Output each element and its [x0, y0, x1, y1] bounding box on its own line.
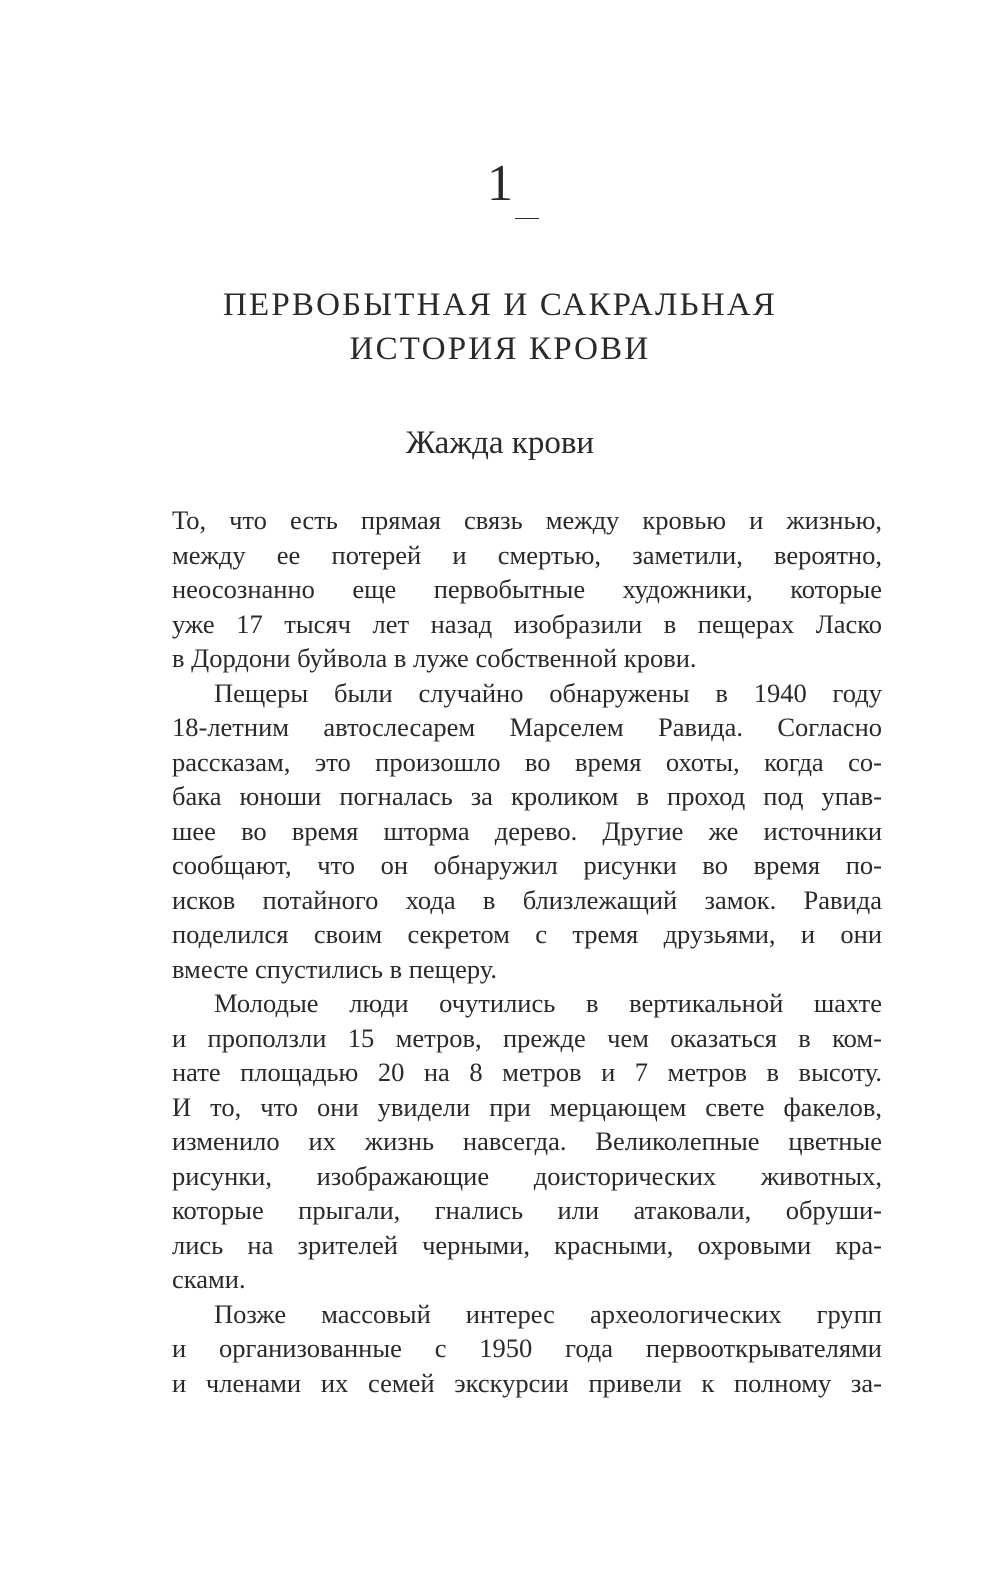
- chapter-title-line: ПЕРВОБЫТНАЯ И САКРАЛЬНАЯ: [222, 287, 778, 323]
- text-line: Молодые люди очутились в вертикальной шахте: [214, 988, 882, 1018]
- text-line: и организованные с 1950 года первооткрывателями: [172, 1333, 882, 1363]
- body-text: [172, 503, 882, 1400]
- text-line: которые прыгали, гнались или атаковали, обруши-: [172, 1195, 882, 1225]
- text-line: Позже массовый интерес археологических групп: [214, 1298, 882, 1329]
- chapter-title: [0, 283, 1000, 371]
- text-line: лись на зрителей черными, красными, охровыми кра-: [172, 1229, 882, 1260]
- text-line: и проползли 15 метров, прежде чем оказаться в ком-: [172, 1022, 882, 1053]
- chapter-number-rule: [515, 218, 539, 219]
- text-line: в Дордони буйвола в луже собственной крови.: [172, 643, 697, 673]
- text-line: нате площадью 20 на 8 метров и 7 метров в высоту.: [172, 1057, 882, 1087]
- chapter-title-line: ИСТОРИЯ КРОВИ: [349, 331, 651, 367]
- text-line: исков потайного хода в близлежащий замок. Равида: [172, 884, 882, 915]
- text-line: рассказам, это произошло во время охоты, когда со-: [172, 746, 882, 777]
- chapter-number: 1: [487, 155, 513, 212]
- text-line: рисунки, изображающие доисторических животных,: [172, 1160, 882, 1191]
- paragraph: [172, 676, 882, 987]
- text-line: сками.: [172, 1264, 246, 1294]
- section-title: Жажда крови: [405, 425, 595, 461]
- paragraph: [172, 503, 882, 676]
- paragraph: [172, 1297, 882, 1401]
- text-line: То, что есть прямая связь между кровью и жизнью,: [172, 505, 882, 535]
- text-line: И то, что они увидели при мерцающем свете факелов,: [172, 1091, 882, 1122]
- paragraph: [172, 986, 882, 1297]
- text-line: бака юноши погналась за кроликом в проход под упав-: [172, 781, 882, 811]
- text-line: вместе спустились в пещеру.: [172, 953, 497, 984]
- text-line: уже 17 тысяч лет назад изобразили в пещерах Ласко: [172, 608, 882, 639]
- text-line: шее во время шторма дерево. Другие же источники: [172, 815, 882, 846]
- text-line: изменило их жизнь навсегда. Великолепные цветные: [172, 1126, 882, 1156]
- text-line: и членами их семей экскурсии привели к полному за-: [172, 1367, 882, 1398]
- text-line: Пещеры были случайно обнаружены в 1940 году: [214, 677, 882, 708]
- text-line: поделился своим секретом с тремя друзьями, и они: [172, 919, 882, 949]
- text-line: между ее потерей и смертью, заметили, вероятно,: [172, 539, 882, 570]
- text-line: неосознанно еще первобытные художники, которые: [172, 574, 882, 604]
- text-line: сообщают, что он обнаружил рисунки во время по-: [172, 850, 882, 880]
- text-line: 18-летним автослесарем Марселем Равида. Согласно: [172, 712, 882, 742]
